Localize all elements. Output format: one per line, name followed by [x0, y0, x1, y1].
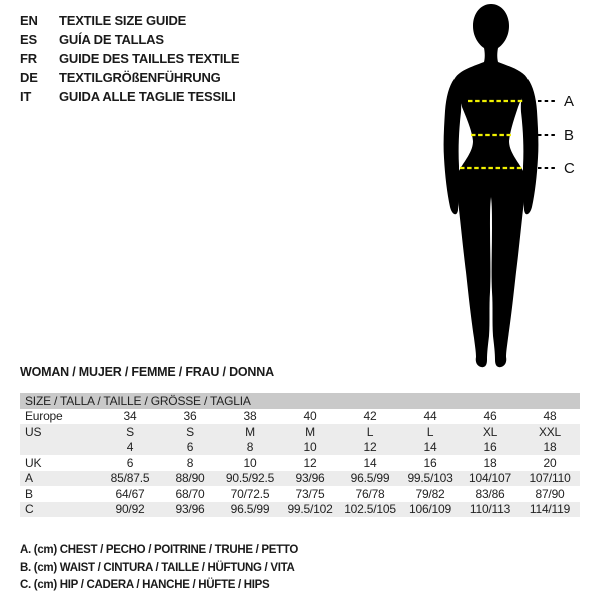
row-label-cell: B	[25, 486, 33, 501]
size-value-cell: 87/90	[535, 486, 565, 501]
size-table-rows	[20, 409, 580, 518]
silhouette-right-arm	[521, 79, 539, 214]
size-value-cell: 68/70	[175, 486, 205, 501]
row-label-cell: Europe	[25, 409, 63, 424]
size-value-cell: 70/72.5	[230, 486, 270, 501]
size-value-cell: 102.5/105	[344, 502, 396, 517]
size-value-cell: 4	[126, 440, 134, 455]
hip-marker-label: C	[564, 160, 575, 177]
size-value-cell: 8	[246, 440, 254, 455]
size-value-cell: 44	[423, 409, 437, 424]
language-title: TEXTILE SIZE GUIDE	[59, 13, 187, 28]
size-value-cell: 14	[363, 455, 377, 470]
legend-line: A. (cm) CHEST / PECHO / POITRINE / TRUHE / PETTO	[20, 544, 299, 556]
size-value-cell: 10	[303, 440, 317, 455]
table-row	[20, 409, 580, 425]
size-value-cell: 42	[363, 409, 377, 424]
silhouette-body	[454, 4, 528, 367]
size-value-cell: 90.5/92.5	[225, 471, 275, 486]
language-row	[20, 87, 239, 106]
row-label-cell: C	[25, 502, 34, 517]
size-value-cell: S	[126, 424, 134, 439]
size-value-cell: 6	[186, 440, 194, 455]
size-value-cell: 12	[363, 440, 377, 455]
size-value-cell: 76/78	[355, 486, 385, 501]
row-label-cell: US	[25, 424, 42, 439]
legend-line: B. (cm) WAIST / CINTURA / TAILLE / HÜFTUNG / VITA	[20, 561, 295, 574]
size-value-cell: 40	[303, 409, 317, 424]
size-value-cell: 107/110	[529, 471, 571, 486]
size-value-cell: 104/107	[469, 471, 511, 486]
size-value-cell: 79/82	[415, 486, 445, 501]
row-label-cell: UK	[25, 455, 42, 470]
size-value-cell: 36	[183, 409, 197, 424]
table-row	[20, 440, 580, 456]
size-value-cell: 16	[423, 455, 437, 470]
language-row	[20, 49, 239, 68]
language-row	[20, 30, 239, 49]
size-value-cell: XL	[482, 424, 498, 439]
size-value-cell: 6	[126, 455, 134, 470]
language-code: DE	[20, 70, 38, 85]
size-value-cell: 99.5/102	[287, 502, 333, 517]
size-value-cell: XXL	[538, 424, 562, 439]
size-table	[20, 393, 580, 517]
size-value-cell: 34	[123, 409, 137, 424]
size-value-cell: 20	[543, 455, 557, 470]
size-value-cell: 48	[543, 409, 557, 424]
gender-heading: WOMAN / MUJER / FEMME / FRAU / DONNA	[20, 365, 274, 379]
size-value-cell: 73/75	[295, 486, 325, 501]
table-row	[20, 424, 580, 440]
language-code: FR	[20, 51, 37, 66]
chest-marker-label: A	[564, 93, 575, 110]
silhouette-left-arm	[444, 79, 462, 214]
size-value-cell: 106/109	[409, 502, 451, 517]
language-title: TEXTILGRÖßENFÜHRUNG	[59, 70, 221, 85]
table-row	[20, 455, 580, 471]
size-value-cell: 96.5/99	[350, 471, 390, 486]
language-row	[20, 68, 239, 87]
size-value-cell: 93/96	[175, 502, 205, 517]
legend-line: C. (cm) HIP / CADERA / HANCHE / HÜFTE / HIPS	[20, 579, 270, 591]
table-row	[20, 502, 580, 518]
size-value-cell: 88/90	[175, 471, 205, 486]
size-value-cell: 46	[483, 409, 497, 424]
language-title: GUIDE DES TAILLES TEXTILE	[59, 51, 240, 66]
size-value-cell: 14	[423, 440, 437, 455]
row-label-cell: A	[25, 471, 33, 486]
size-value-cell: 64/67	[115, 486, 145, 501]
size-value-cell: S	[186, 424, 194, 439]
size-value-cell: 16	[483, 440, 497, 455]
size-value-cell: 8	[186, 455, 194, 470]
size-value-cell: 10	[243, 455, 257, 470]
size-value-cell: 96.5/99	[230, 502, 270, 517]
size-value-cell: L	[426, 424, 434, 439]
table-row	[20, 486, 580, 502]
size-value-cell: 99.5/103	[407, 471, 453, 486]
size-value-cell: M	[245, 424, 255, 439]
size-value-cell: 18	[483, 455, 497, 470]
table-row	[20, 471, 580, 487]
language-code: ES	[20, 32, 37, 47]
size-value-cell: M	[305, 424, 315, 439]
language-title-list	[20, 11, 239, 106]
language-title: GUÍA DE TALLAS	[59, 32, 164, 47]
size-value-cell: 114/119	[529, 502, 571, 517]
language-title: GUIDA ALLE TAGLIE TESSILI	[59, 89, 236, 104]
language-code: EN	[20, 13, 38, 28]
size-value-cell: 12	[303, 455, 317, 470]
measurement-legend	[20, 542, 298, 595]
language-code: IT	[20, 89, 32, 104]
waist-marker-label: B	[564, 127, 575, 144]
size-value-cell: 83/86	[475, 486, 505, 501]
size-value-cell: 85/87.5	[110, 471, 150, 486]
size-value-cell: 110/113	[469, 502, 511, 517]
size-value-cell: 90/92	[115, 502, 145, 517]
size-table-header: SIZE / TALLA / TAILLE / GRÖSSE / TAGLIA	[20, 393, 580, 409]
size-value-cell: 38	[243, 409, 257, 424]
size-value-cell: 93/96	[295, 471, 325, 486]
woman-silhouette-figure	[425, 0, 600, 375]
size-value-cell: L	[366, 424, 374, 439]
language-row	[20, 11, 239, 30]
size-value-cell: 18	[543, 440, 557, 455]
